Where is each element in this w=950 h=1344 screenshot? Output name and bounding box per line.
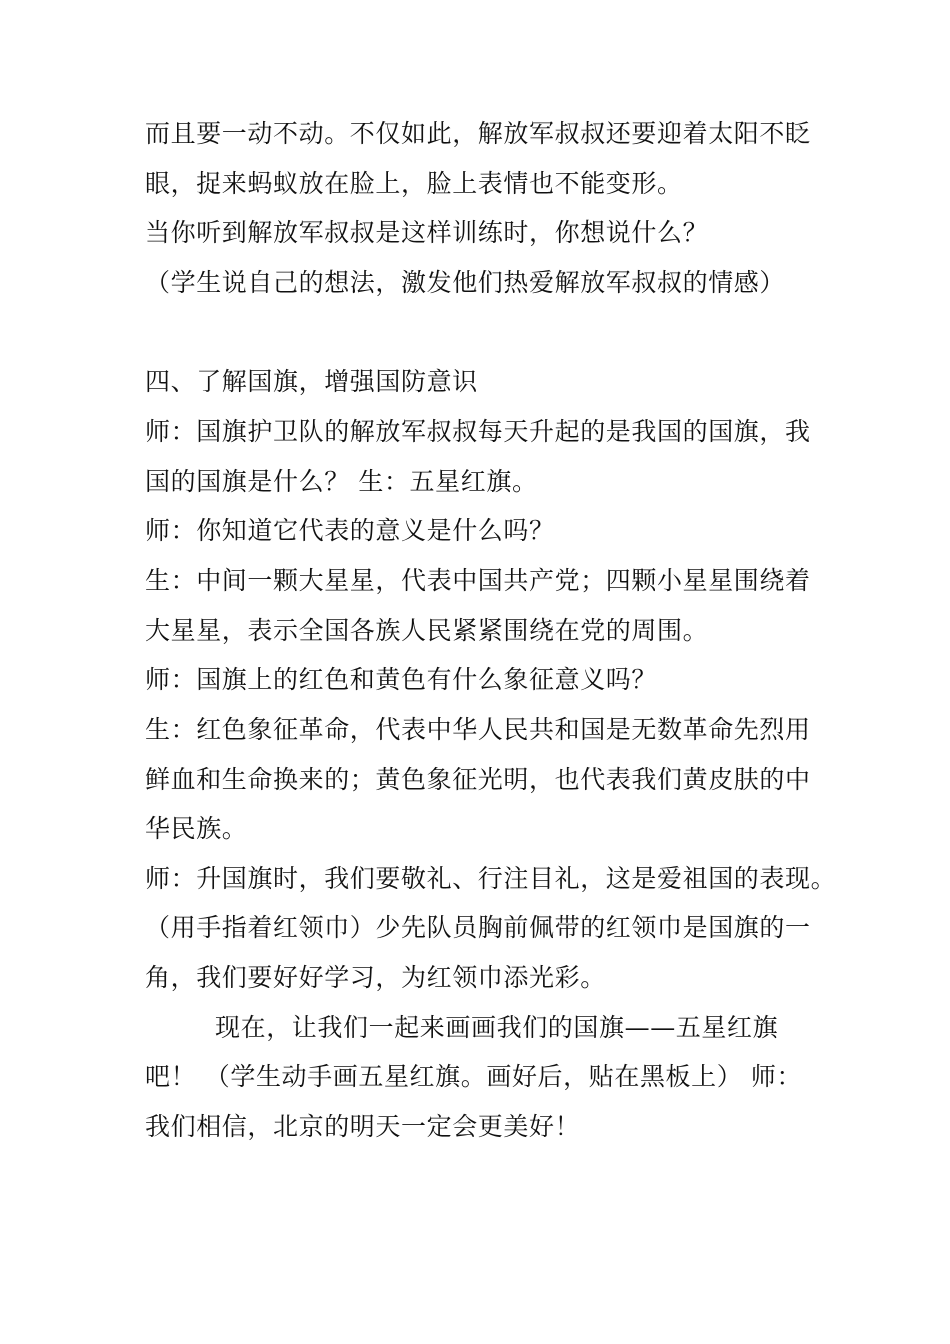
text-line: 当你听到解放军叔叔是这样训练时，你想说什么？ — [145, 218, 709, 247]
text-line: 我们相信，北京的明天一定会更美好！ — [145, 1112, 581, 1141]
text-line: 华民族。 — [145, 814, 248, 843]
section-heading: 四、了解国旗，增强国防意识 — [145, 367, 478, 396]
text-line: 吧！ （学生动手画五星红旗。画好后，贴在黑板上） 师： — [145, 1062, 803, 1091]
text-line: 师：国旗上的红色和黄色有什么象征意义吗？ — [145, 665, 658, 694]
text-line: 鲜血和生命换来的；黄色象征光明，也代表我们黄皮肤的中 — [145, 765, 811, 794]
text-line: （学生说自己的想法，激发他们热爱解放军叔叔的情感） — [145, 268, 786, 297]
text-line: 师：你知道它代表的意义是什么吗？ — [145, 516, 555, 545]
text-line: 大星星，表示全国各族人民紧紧围绕在党的周围。 — [145, 616, 709, 645]
text-line: 现在，让我们一起来画画我们的国旗——五星红旗 — [215, 1013, 779, 1042]
text-line: （用手指着红领巾）少先队员胸前佩带的红领巾是国旗的一 — [145, 913, 811, 942]
text-line: 师：国旗护卫队的解放军叔叔每天升起的是我国的国旗，我 — [145, 417, 811, 446]
text-line: 生：红色象征革命，代表中华人民共和国是无数革命先烈用 — [145, 715, 811, 744]
text-line: 师：升国旗时，我们要敬礼、行注目礼，这是爱祖国的表现。 — [145, 864, 837, 893]
text-line: 生：中间一颗大星星，代表中国共产党；四颗小星星围绕着 — [145, 566, 811, 595]
text-line: 角，我们要好好学习，为红领巾添光彩。 — [145, 963, 606, 992]
text-line: 国的国旗是什么？ 生：五星红旗。 — [145, 467, 538, 496]
text-line: 眼，捉来蚂蚁放在脸上，脸上表情也不能变形。 — [145, 169, 683, 198]
text-line: 而且要一动不动。不仅如此，解放军叔叔还要迎着太阳不眨 — [145, 119, 811, 148]
